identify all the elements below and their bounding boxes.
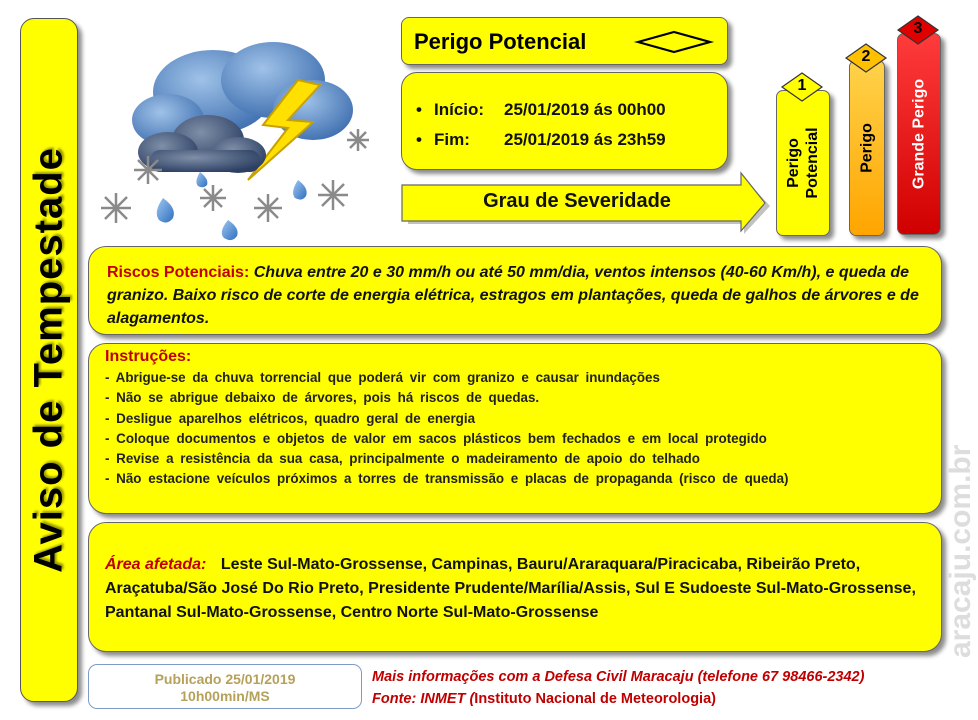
watermark: aracaju.com.br: [944, 444, 977, 658]
instruction-item: - Abrigue-se da chuva torrencial que poderá vir com granizo e causar inundações: [105, 370, 660, 385]
area-box: [88, 522, 942, 652]
title-bar: [20, 18, 78, 702]
footer-info: [372, 666, 952, 710]
bullet-icon: •: [416, 130, 422, 149]
published-time: 10h00min/MS: [180, 688, 270, 704]
level-3-box: [897, 33, 941, 235]
level-2-line1: Perigo: [858, 123, 876, 173]
instructions-title: Instruções:: [105, 348, 192, 365]
level-2-box: [849, 60, 885, 236]
bullet-icon: •: [416, 100, 422, 119]
level-2-text: [858, 123, 877, 173]
area-title: Área afetada:: [105, 556, 207, 573]
severity-label: Grau de Severidade: [483, 190, 671, 212]
level-1-text: [784, 127, 822, 198]
instructions-box: [88, 343, 942, 514]
level-3-text: [910, 79, 929, 189]
end-label: Fim:: [434, 130, 470, 149]
severity-arrow: [401, 171, 769, 235]
start-row: [416, 95, 727, 125]
level-3-line1: Grande Perigo: [910, 78, 928, 190]
raindrop-icon: [157, 172, 307, 240]
instruction-item: - Não se abrigue debaixo de árvores, pois há riscos de quedas.: [105, 390, 540, 406]
storm-cloud-icon: [88, 30, 388, 240]
start-value: 25/01/2019 ás 00h00: [504, 100, 666, 119]
source-info: [372, 688, 952, 710]
level-2-badge: [845, 43, 887, 73]
cloud-back-icon: [132, 42, 353, 146]
level-2-number: 2: [861, 48, 871, 65]
level-1-box: [776, 90, 830, 236]
published-date: Publicado 25/01/2019: [154, 671, 296, 687]
end-row: [416, 125, 727, 155]
source-prefix: Fonte: INMET (: [372, 691, 475, 707]
risks-box: [88, 246, 942, 335]
instruction-item: - Desligue aparelhos elétricos, quadro geral de energia: [105, 410, 476, 426]
contact-info: Mais informações com a Defesa Civil Maracaju (telefone 67 98466-2342): [372, 669, 865, 685]
level-1-line1: Perigo: [785, 138, 802, 188]
published-box: [88, 664, 362, 709]
start-label: Início:: [434, 100, 485, 119]
end-value: 25/01/2019 ás 23h59: [504, 130, 666, 149]
level-3-badge: [897, 15, 939, 45]
instruction-item: - Coloque documentos e objetos de valor em sacos plásticos bem fechados e em local protegido: [105, 430, 767, 446]
level-3-number: 3: [913, 20, 923, 37]
risks-title: Riscos Potenciais:: [107, 264, 250, 281]
diamond-icon: [634, 30, 714, 54]
period-box: [401, 72, 728, 170]
alert-level-box: [401, 17, 728, 65]
instruction-item: - Revise a resistência da sua casa, principalmente o madeiramento de apoio do telhado: [105, 451, 700, 467]
area-text: Leste Sul-Mato-Grossense, Campinas, Bauru/Araraquara/Piracicaba, Ribeirão Preto, Araçatuba/São José Do Rio Preto, Presidente Prudente/Marília/Assis, Sul E Sudoeste Sul-Mato-Grossense, Pantanal Sul-Mato-Grossense, Centro Norte Sul-Mato-Grossense: [105, 556, 916, 621]
risks-text: Chuva entre 20 e 30 mm/h ou até 50 mm/dia, ventos intensos (40-60 Km/h), e queda de granizo. Baixo risco de corte de energia elétrica, estragos em plantações, queda de galhos de árvores e de alagamentos.: [107, 264, 919, 327]
page-title: Aviso de Tempestade: [26, 147, 71, 573]
source-name: Instituto Nacional de Meteorologia): [474, 691, 716, 707]
instruction-item: - Não estacione veículos próximos a torres de transmissão e placas de propaganda (risco de queda): [105, 471, 789, 487]
level-1-number: 1: [797, 77, 807, 94]
alert-level-label: Perigo Potencial: [414, 29, 587, 54]
level-1-line2: Potencial: [804, 127, 821, 199]
level-1-badge: [781, 72, 823, 102]
